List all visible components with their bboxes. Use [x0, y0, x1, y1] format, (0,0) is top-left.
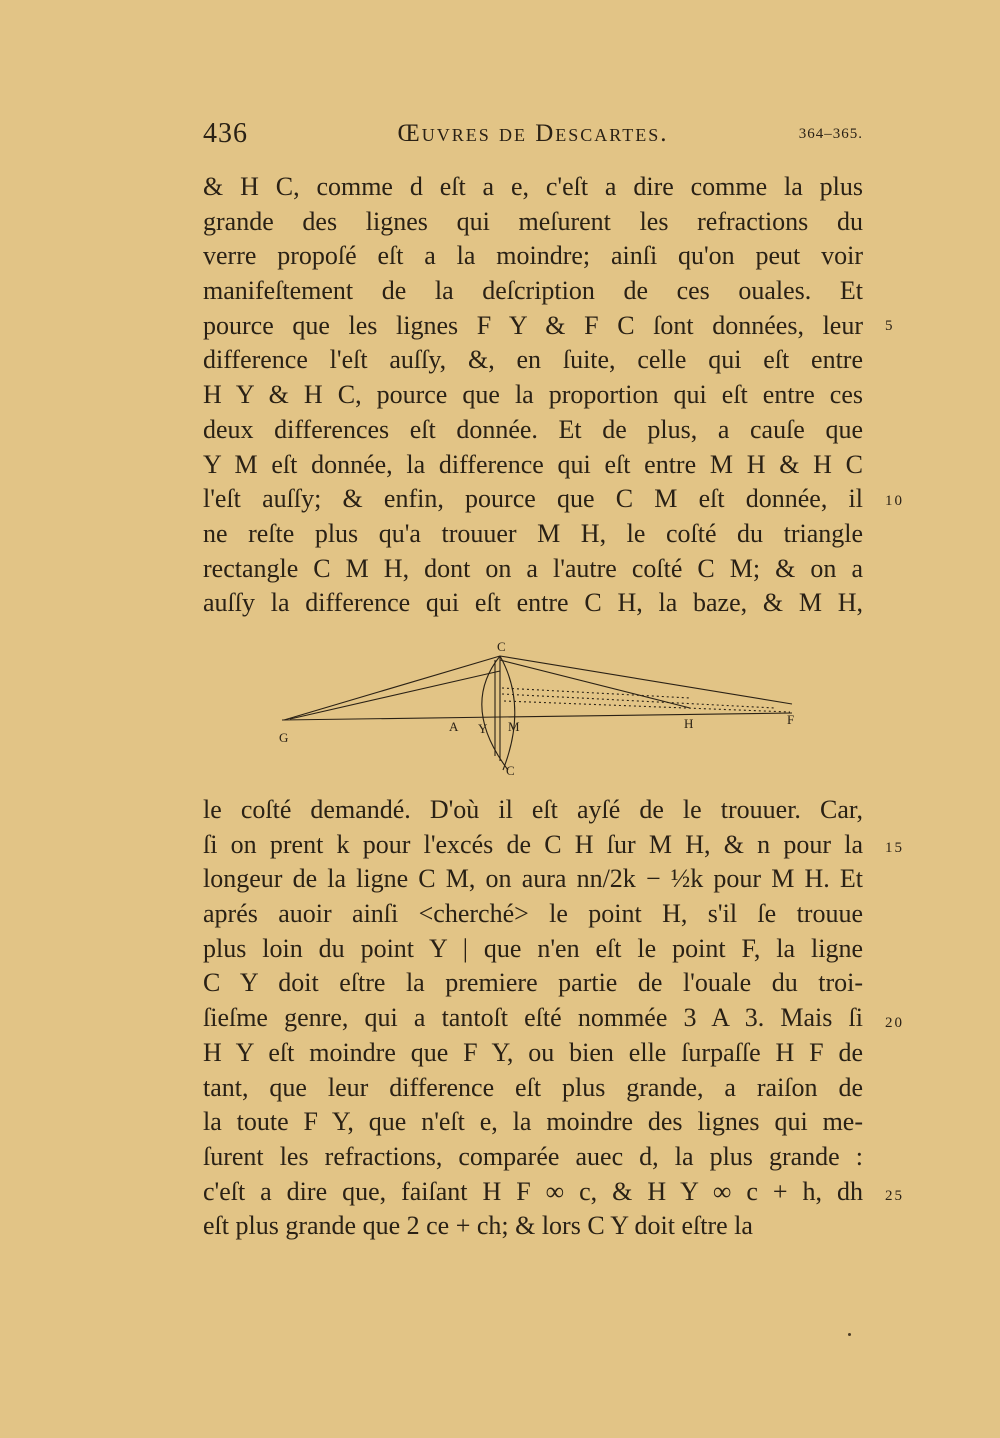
text-line: difference l'eſt auſſy, &, en ſuite, celle qui eſt entre	[203, 345, 863, 375]
figure-dotted-line-2	[502, 694, 775, 708]
line-number: 15	[885, 840, 904, 856]
text-line: aprés auoir ainſi <cherché> le point H, s'il ſe trouue	[203, 899, 863, 929]
label-g: G	[279, 730, 289, 745]
text-line: eſt plus grande que 2 ce + ch; & lors C Y doit eſtre la	[203, 1211, 753, 1241]
text-line: ne reſte plus qu'a trouuer M H, le coſté du triangle	[203, 518, 863, 548]
figure-dotted-line	[502, 688, 690, 698]
text-line: Y M eſt donnée, la difference qui eſt entre M H & H C	[203, 449, 863, 479]
line-number: 10	[885, 493, 904, 509]
text-line: C Y doit eſtre la premiere partie de l'ouale du troi-	[203, 968, 863, 998]
text-line: manifeſtement de la deſcription de ces ouales. Et	[203, 276, 863, 306]
text-line: auſſy la difference qui eſt entre C H, la baze, & M H,	[203, 588, 863, 618]
folio-reference: 364–365.	[798, 126, 863, 142]
page-number: 436	[203, 118, 248, 149]
text-line: plus loin du point Y | que n'en eſt le point F, la ligne	[203, 933, 863, 963]
label-a: A	[449, 719, 459, 734]
label-c-bottom: C	[506, 763, 515, 778]
figure-line-c-h	[500, 660, 690, 708]
figure-oval-arc-2	[500, 656, 515, 770]
text-line: H Y & H C, pource que la proportion qui eſt entre ces	[203, 380, 863, 410]
geometric-figure	[270, 636, 815, 781]
label-m: M	[508, 719, 520, 734]
text-line: grande des lignes qui meſurent les refractions du	[203, 206, 863, 236]
text-line: l'eſt auſſy; & enfin, pource que C M eſt donnée, il	[203, 484, 863, 514]
text-line: c'eſt a dire que, faiſant H F ∞ c, & H Y ∞ c + h, dh	[203, 1176, 863, 1206]
text-line: verre propoſé eſt a la moindre; ainſi qu'on peut voir	[203, 241, 863, 271]
text-line: ſurent les refractions, comparée auec d, la plus grande :	[203, 1141, 863, 1171]
text-line: rectangle C M H, dont on a l'autre coſté C M; & on a	[203, 553, 863, 583]
text-line: & H C, comme d eſt a e, c'eſt a dire comme la plus	[203, 172, 863, 201]
text-line: la toute F Y, que n'eſt e, la moindre des lignes qui me-	[203, 1107, 863, 1137]
text-line: tant, que leur difference eſt plus grande, a raiſon de	[203, 1072, 863, 1102]
line-number: 5	[885, 318, 895, 334]
ink-speck	[848, 1333, 851, 1336]
text-line: ſieſme genre, qui a tantoſt eſté nommée 3 A 3. Mais ſi	[203, 1003, 863, 1033]
figure-line-g-c2	[290, 671, 500, 719]
text-line: le coſté demandé. D'où il eſt ayſé de le trouuer. Car,	[203, 795, 863, 824]
page-header	[203, 118, 863, 158]
running-title: Œuvres de Descartes.	[397, 120, 669, 147]
line-number: 25	[885, 1188, 904, 1204]
figure-baseline	[282, 713, 792, 720]
label-y: Y	[478, 721, 488, 736]
figure-line-g-c	[284, 656, 500, 720]
text-block-bottom	[203, 793, 863, 1244]
text-line: deux differences eſt donnée. Et de plus, a cauſe que	[203, 414, 863, 444]
text-line: pource que les lignes F Y & F C ſont données, leur	[203, 310, 863, 340]
text-block-top	[203, 170, 863, 621]
text-line: ſi on prent k pour l'excés de C H ſur M H, & n pour la	[203, 829, 863, 859]
label-c-top: C	[497, 639, 506, 654]
label-h: H	[684, 716, 694, 731]
figure-svg	[270, 636, 815, 781]
text-line: H Y eſt moindre que F Y, ou bien elle ſurpaſſe H F de	[203, 1037, 863, 1067]
text-line: longeur de la ligne C M, on aura nn/2k − ½k pour M H. Et	[203, 864, 863, 894]
label-f: F	[787, 712, 795, 727]
line-number: 20	[885, 1015, 904, 1031]
